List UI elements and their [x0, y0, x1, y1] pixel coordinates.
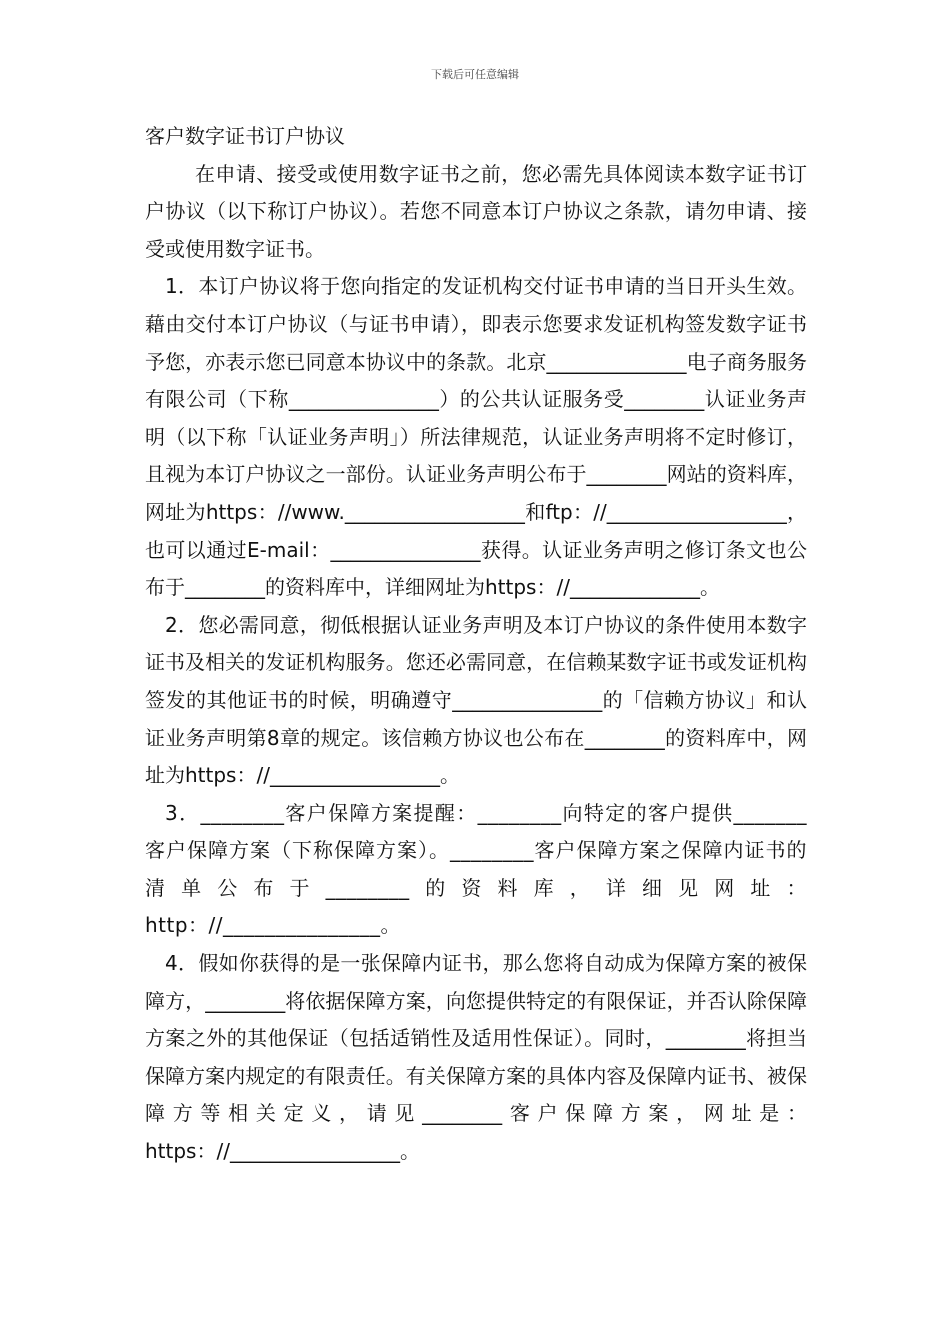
document-title: 客户数字证书订户协议 — [145, 124, 345, 148]
clause-2: 2．您必需同意，彻低根据认证业务声明及本订户协议的条件使用本数字证书及相关的发证机构服务。您还必需同意，在信赖某数字证书或发证机构签发的其他证书的时候，明确遵守_______________的「信赖方协议」和认证业务声明第8章的规定。该信赖方协议也公布在________的资料库中，网址为https：//_________________。 — [145, 612, 807, 788]
clause-3: 3．________客户保障方案提醒：________向特定的客户提供_______客户保障方案（下称保障方案）。________客户保障方案之保障内证书的清单公布于________的资料库，详细见网址：http：//_______________。 — [145, 800, 807, 938]
clause-4: 4．假如你获得的是一张保障内证书，那么您将自动成为保障方案的被保障方，________将依据保障方案，向您提供特定的有限保证，并否认除保障方案之外的其他保证（包括适销性及适用性保证）。同时，________将担当保障方案内规定的有限责任。有关保障方案的具体内容及保障内证书、被保障方等相关定义，请见________客户保障方案，网址是：https：//_________________。 — [145, 951, 807, 1164]
intro-paragraph: 在申请、接受或使用数字证书之前，您必需先具体阅读本数字证书订户协议（以下称订户协议）。若您不同意本订户协议之条款，请勿申请、接受或使用数字证书。 — [145, 161, 807, 261]
page-header: 下载后可任意编辑 — [431, 68, 519, 81]
clause-1: 1．本订户协议将于您向指定的发证机构交付证书申请的当日开头生效。藉由交付本订户协议（与证书申请），即表示您要求发证机构签发数字证书予您，亦表示您已同意本协议中的条款。北京______________电子商务服务有限公司（下称_______________）的公共认证服务受________认证业务声明（以下称「认证业务声明」）所法律规范，认证业务声明将不定时修订，且视为本订户协议之一部份。认证业务声明公布于________网站的资料库，网址为https：//www.__________________和ftp：//__________________，也可以通过E-mail：_______________获得。认证业务声明之修订条文也公布于________的资料库中，详细网址为https：//_____________。 — [145, 274, 807, 600]
document-body — [145, 118, 807, 1171]
